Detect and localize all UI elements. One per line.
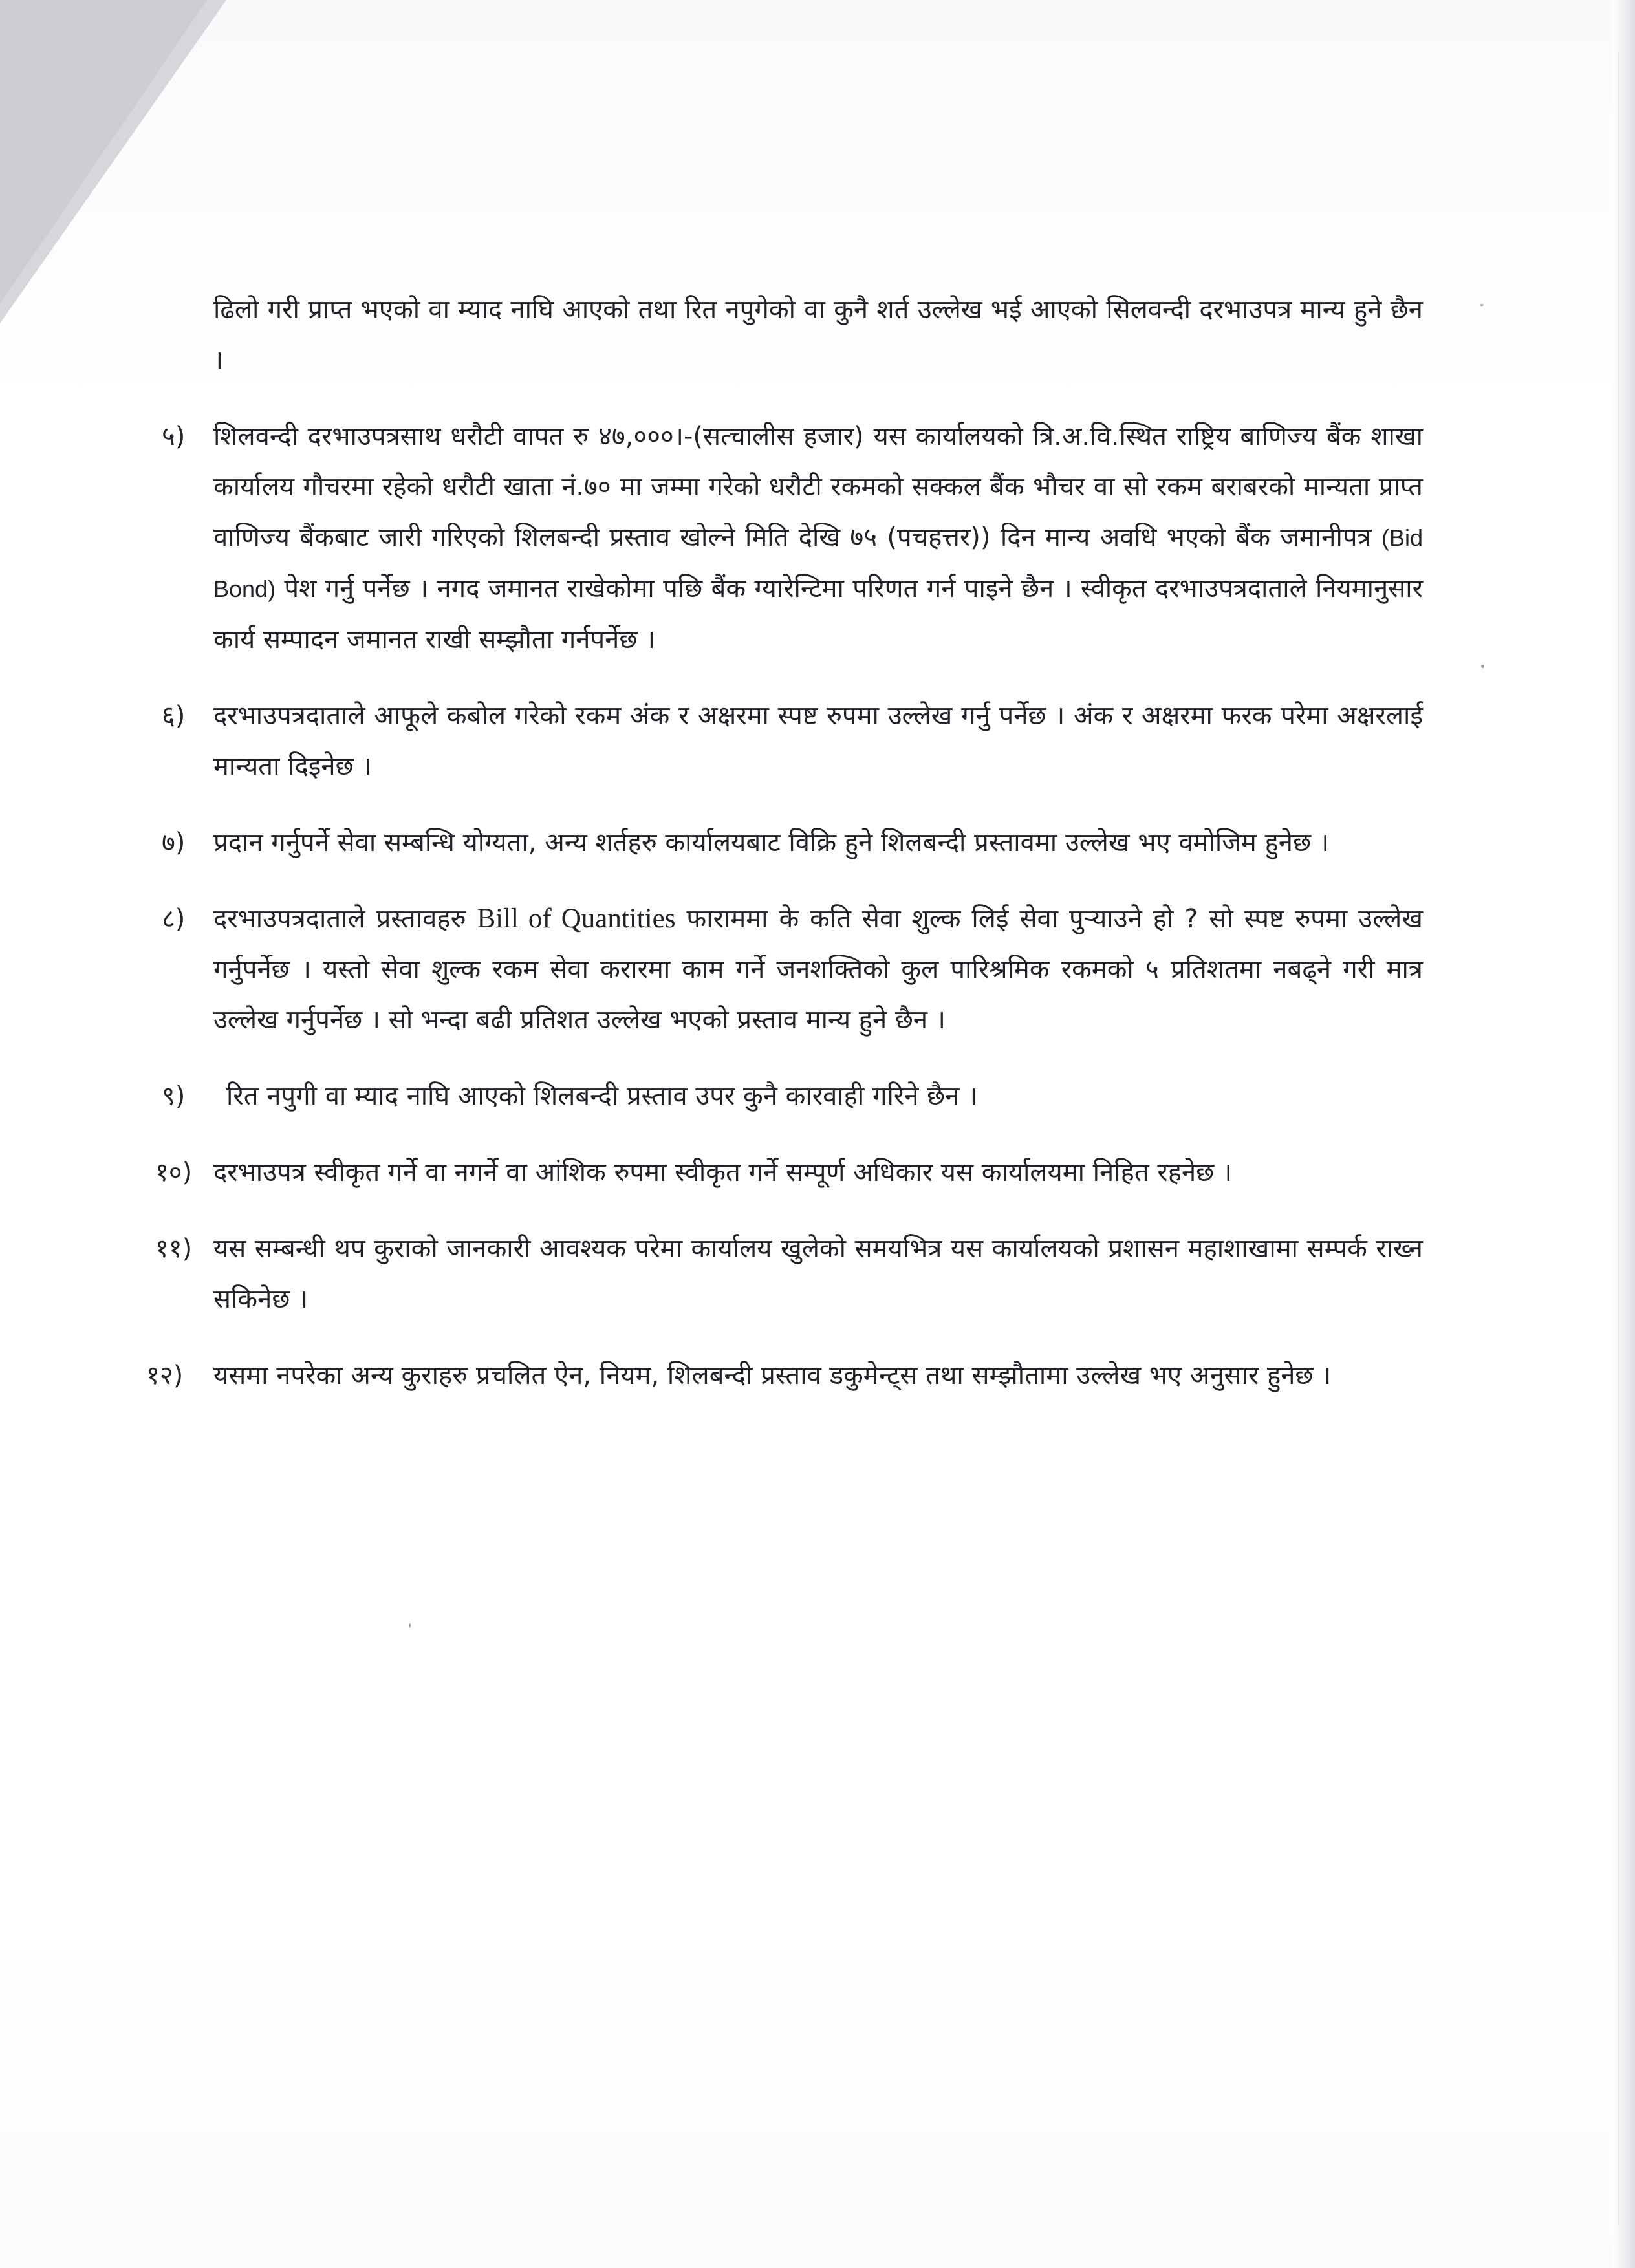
clause-latin-term: (Bid Bond): [213, 524, 1423, 602]
clause-7: [162, 817, 1423, 868]
scan-speck: [409, 1623, 411, 1628]
clause-number: १०): [155, 1158, 193, 1187]
clause-text: शिलवन्दी दरभाउपत्रसाथ धरौटी वापत रु ४७,०००।-(सत्चालीस हजार) यस कार्यालयको त्रि.अ.वि.स्थित राष्ट्रिय बाणिज्य बैंक शाखा कार्यालय गौचरमा रहेको धरौटी खाता नं.७० मा जम्मा गरेको धरौटी रकमको सक्कल बैंक भौचर वा सो रकम बराबरको मान्यता प्राप्त वाणिज्य बैंकबाट जारी गरिएको शिलबन्दी प्रस्ताव खोल्ने मिति देखि ७५ (पचहत्तर)) दिन मान्य अवधि भएको बैंक जमानीपत्र: [213, 422, 1423, 552]
intro-paragraph: ढिलो गरी प्राप्त भएको वा म्याद नाघि आएको तथा रित नपुगेको वा कुनै शर्त उल्लेख भई आएको सिलवन्दी दरभाउपत्र मान्य हुने छैन ।: [213, 295, 1423, 375]
clause-text: यस सम्बन्धी थप कुराको जानकारी आवश्यक परेमा कार्यालय खुलेको समयभित्र यस कार्यालयको प्रशासन महाशाखामा सम्पर्क राख्न सकिनेछ ।: [213, 1234, 1423, 1314]
clause-number: ५): [162, 422, 186, 451]
clause-number: ७): [162, 828, 186, 858]
scan-speck: [1480, 304, 1484, 306]
folded-corner-shadow: [0, 0, 207, 304]
scan-speck: [1481, 665, 1484, 668]
page-edge: [1612, 0, 1635, 2268]
clause-9: [162, 1071, 1423, 1121]
clause-number: ११): [155, 1234, 193, 1264]
clause-latin-term: Bill of Quantities: [477, 903, 676, 934]
clause-text: यसमा नपरेका अन्य कुराहरु प्रचलित ऐन, नियम, शिलबन्दी प्रस्ताव डकुमेन्ट्स तथा सम्झौतामा उल्लेख भए अनुसार हुनेछ ।: [213, 1361, 1332, 1390]
clause-number: १२): [146, 1361, 184, 1390]
clause-number: ६): [162, 701, 186, 731]
clause-5: [162, 411, 1423, 665]
clause-text: पेश गर्नु पर्नेछ । नगद जमानत राखेकोमा पछि बैंक ग्यारेन्टिमा परिणत गर्न पाइने छैन । स्वीकृत दरभाउपत्रदाताले नियमानुसार कार्य सम्पादन जमानत राखी सम्झौता गर्नपर्नेछ ।: [213, 574, 1423, 654]
clause-6: [162, 691, 1423, 792]
clause-number: ८): [162, 904, 186, 934]
clause-text: फाराममा के कति सेवा शुल्क लिई सेवा पुऱ्याउने हो ? सो स्पष्ट रुपमा उल्लेख गर्नुपर्नेछ । यस्तो सेवा शुल्क रकम सेवा करारमा काम गर्ने जनशक्तिको कुल पारिश्रमिक रकमको ५ प्रतिशतमा नबढ्ने गरी मात्र उल्लेख गर्नुपर्नेछ । सो भन्दा बढी प्रतिशत उल्लेख भएको प्रस्ताव मान्य हुने छैन ।: [213, 904, 1423, 1035]
clause-11: [155, 1224, 1423, 1324]
clause-text: रित नपुगी वा म्याद नाघि आएको शिलबन्दी प्रस्ताव उपर कुनै कारवाही गरिने छैन ।: [226, 1081, 978, 1111]
clause-12: [146, 1350, 1423, 1401]
page-edge-line: [1618, 52, 1619, 2225]
document-body: [146, 285, 1423, 1415]
clause-number: ९): [162, 1081, 186, 1111]
clause-10: [155, 1147, 1423, 1198]
clause-text: दरभाउपत्र स्वीकृत गर्ने वा नगर्ने वा आंशिक रुपमा स्वीकृत गर्ने सम्पूर्ण अधिकार यस कार्यालयमा निहित रहनेछ ।: [213, 1158, 1233, 1187]
clause-text: दरभाउपत्रदाताले आफूले कबोल गरेको रकम अंक र अक्षरमा स्पष्ट रुपमा उल्लेख गर्नु पर्नेछ । अंक र अक्षरमा फरक परेमा अक्षरलाई मान्यता दिइनेछ ।: [213, 701, 1423, 781]
clause-text: दरभाउपत्रदाताले प्रस्तावहरु: [213, 904, 466, 934]
clause-8: [162, 894, 1423, 1045]
clause-text: प्रदान गर्नुपर्ने सेवा सम्बन्धि योग्यता, अन्य शर्तहरु कार्यालयबाट विक्रि हुने शिलबन्दी प्रस्तावमा उल्लेख भए वमोजिम हुनेछ ।: [213, 828, 1329, 858]
